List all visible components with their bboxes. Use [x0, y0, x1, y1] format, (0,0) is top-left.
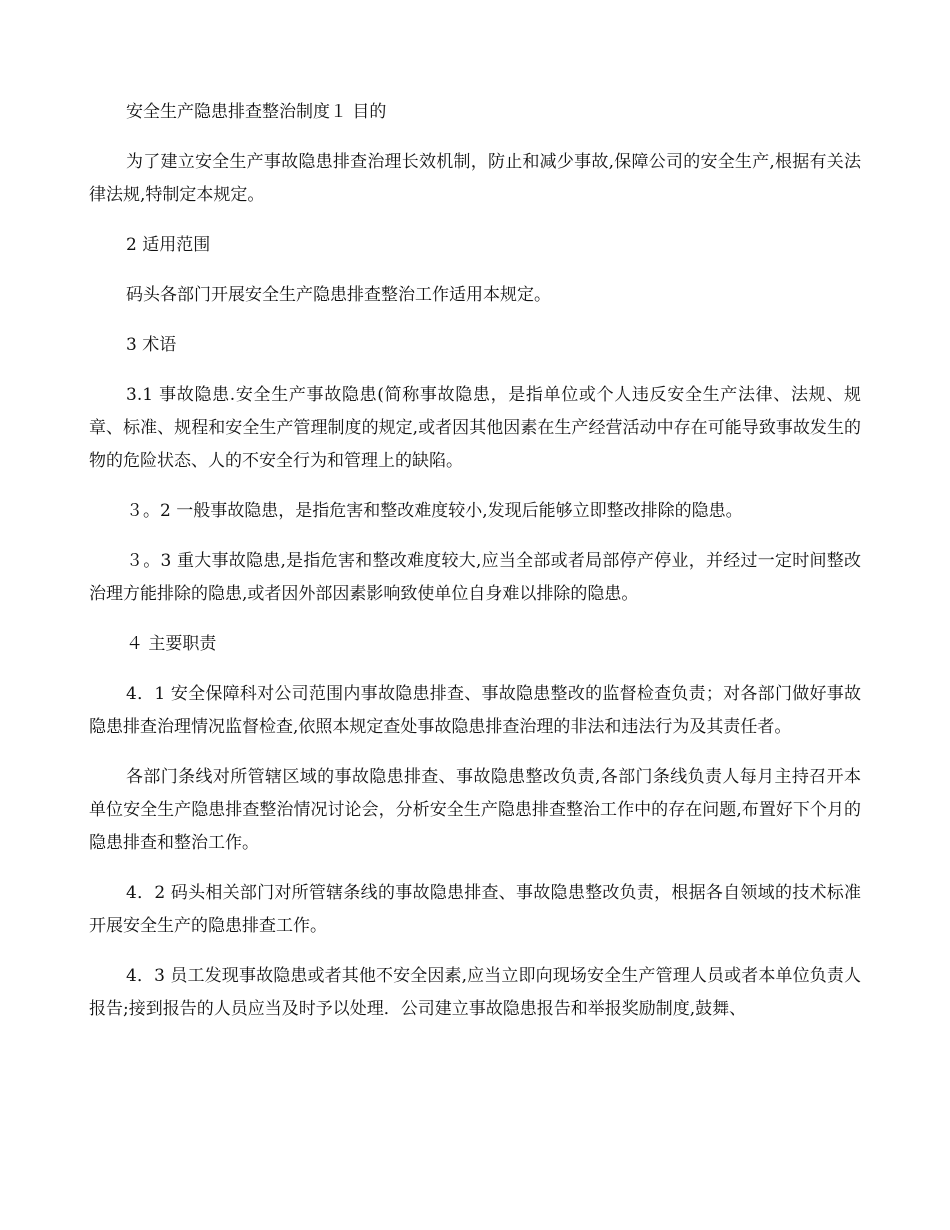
paragraph-term-3-2: ３。2 一般事故隐患，是指危害和整改难度较小,发现后能够立即整改排除的隐患。: [126, 501, 743, 521]
paragraph-duty-4-2: 4．2 码头相关部门对所管辖条线的事故隐患排查、事故隐患整改负责，根据各自领域的技术标准开展安全生产的隐患排查工作。: [89, 883, 861, 936]
paragraph-term-3-1: 3.1 事故隐患.安全生产事故隐患(简称事故隐患，是指单位或个人违反安全生产法律、法规、规章、标准、规程和安全生产管理制度的规定,或者因其他因素在生产经营活动中存在可能导致事故发生的物的危险状态、人的不安全行为和管理上的缺陷。: [89, 385, 861, 471]
paragraph-duty-departments: 各部门条线对所管辖区域的事故隐患排查、事故隐患整改负责,各部门条线负责人每月主持召开本单位安全生产隐患排查整治情况讨论会，分析安全生产隐患排查整治工作中的存在问题,布置好下个月的隐患排查和整治工作。: [89, 767, 861, 853]
document-body: [89, 96, 861, 1043]
paragraph-scope: 码头各部门开展安全生产隐患排查整治工作适用本规定。: [126, 285, 551, 305]
heading-responsibilities: ４ 主要职责: [126, 634, 217, 654]
paragraph-title-purpose: 安全生产隐患排查整治制度１ 目的: [126, 102, 387, 122]
paragraph-term-3-3: ３。3 重大事故隐患,是指危害和整改难度较大,应当全部或者局部停产停业，并经过一定时间整改治理方能排除的隐患,或者因外部因素影响致使单位自身难以排除的隐患。: [89, 551, 861, 604]
paragraph-purpose: 为了建立安全生产事故隐患排查治理长效机制，防止和减少事故,保障公司的安全生产,根据有关法律法规,特制定本规定。: [89, 152, 861, 205]
heading-scope: 2 适用范围: [126, 235, 211, 255]
paragraph-duty-4-3: 4．3 员工发现事故隐患或者其他不安全因素,应当立即向现场安全生产管理人员或者本单位负责人报告;接到报告的人员应当及时予以处理．公司建立事故隐患报告和举报奖励制度,鼓舞、: [89, 966, 861, 1019]
paragraph-duty-4-1: 4．1 安全保障科对公司范围内事故隐患排查、事故隐患整改的监督检查负责；对各部门做好事故隐患排查治理情况监督检查,依照本规定查处事故隐患排查治理的非法和违法行为及其责任者。: [89, 684, 861, 737]
heading-terms: 3 术语: [126, 335, 177, 355]
